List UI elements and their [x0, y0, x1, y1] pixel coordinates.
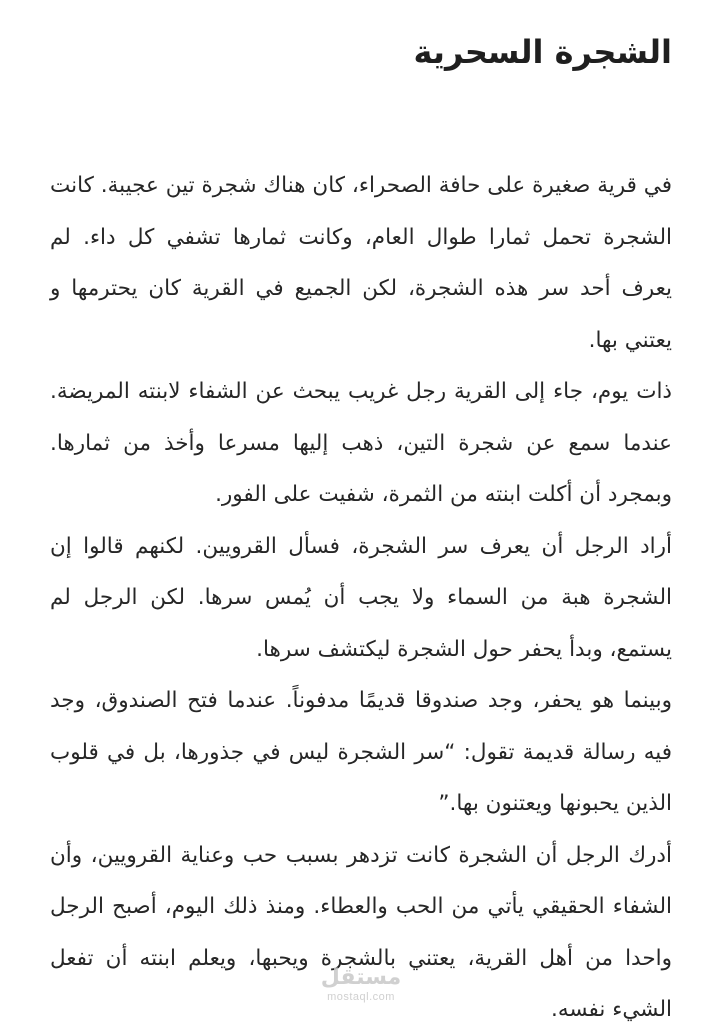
story-title: الشجرة السحرية — [413, 33, 672, 71]
paragraph-5: أدرك الرجل أن الشجرة كانت تزدهر بسبب حب وعناية القرويين، وأن الشفاء الحقيقي يأتي من الحب والعطاء. ومنذ ذلك اليوم، أصبح الرجل واحدا من أهل القرية، يعتني بالشجرة ويحبها، ويعلم ابنته أن تفعل الشيء نفسه. — [50, 842, 672, 1022]
paragraph-2: ذات يوم، جاء إلى القرية رجل غريب يبحث عن الشفاء لابنته المريضة. عندما سمع عن شجرة التين، ذهب إليها مسرعا وأخذ من ثمارها. وبمجرد أن أكلت ابنته من الثمرة، شفيت على الفور. — [50, 379, 672, 507]
watermark-url: mostaql.com — [327, 991, 395, 1003]
paragraph-1: في قرية صغيرة على حافة الصحراء، كان هناك شجرة تين عجيبة. كانت الشجرة تحمل ثمارا طوال العام، وكانت ثمارها تشفي كل داء. لم يعرف أحد سر هذه الشجرة، لكن الجميع في القرية كان يحترمها و يعتني بها. — [50, 173, 672, 353]
story-body — [50, 160, 672, 1030]
paragraph-4: وبينما هو يحفر، وجد صندوقا قديمًا مدفوناً. عندما فتح الصندوق، وجد فيه رسالة قديمة تقول: “سر الشجرة ليس في جذورها، بل في قلوب الذين يحبونها ويعتنون بها.” — [50, 688, 672, 816]
paragraph-3: أراد الرجل أن يعرف سر الشجرة، فسأل القرويين. لكنهم قالوا إن الشجرة هبة من السماء ولا يجب أن يُمس سرها. لكن الرجل لم يستمع، وبدأ يحفر حول الشجرة ليكتشف سرها. — [50, 533, 672, 662]
watermark-logo: مستقل — [320, 965, 402, 990]
